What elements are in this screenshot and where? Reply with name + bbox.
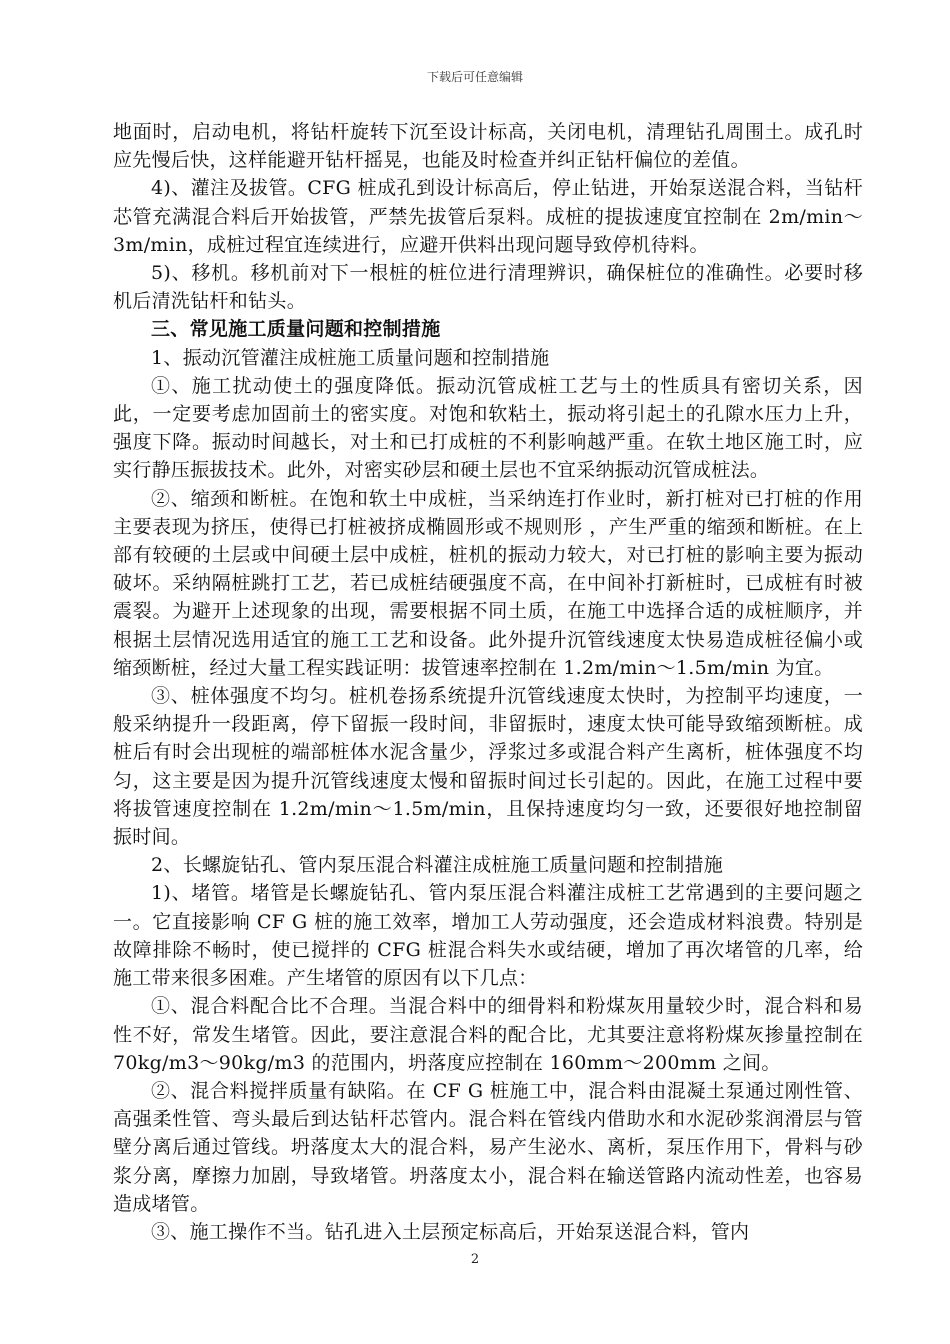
paragraph-8: ①、混合料配合比不合理。当混合料中的细骨料和粉煤灰用量较少时，混合料和易性不好，常发生堵管。因此，要注意混合料的配合比，尤其要注意将粉煤灰掺量控制在 70kg/m3～90kg/m3 的范围内，坍落度应控制在 160mm～200mm 之间。 [113, 995, 863, 1074]
paragraph-1: 地面时，启动电机，将钻杆旋转下沉至设计标高，关闭电机，清理钻孔周围土。成孔时应先慢后快，这样能避开钻杆摇晃，也能及时检查并纠正钻杆偏位的差值。 [113, 121, 863, 172]
section-heading: 三、常见施工质量问题和控制措施 [151, 318, 441, 341]
paragraph-5: ②、缩颈和断桩。在饱和软土中成桩，当采纳连打作业时，新打桩对已打桩的作用主要表现为挤压，使得已打桩被挤成椭圆形或不规则形 ，产生严重的缩颈和断桩。在上部有较硬的土层或中间硬土层中成桩，桩机的振动力较大，对已打桩的影响主要为振动破坏。采纳隔桩跳打工艺，若已成桩结硬强度不高，在中间补打新桩时，已成桩有时被震裂。为避开上述现象的出现，需要根据不同土质，在施工中选择合适的成桩顺序，并根据土层情况选用适宜的施工工艺和设备。此外提升沉管线速度太快易造成桩径偏小或缩颈断桩，经过大量工程实践证明：拔管速率控制在 1.2m/min～1.5m/min 为宜。 [113, 487, 863, 679]
paragraph-6: ③、桩体强度不均匀。桩机卷扬系统提升沉管线速度太快时，为控制平均速度，一般采纳提升一段距离，停下留振一段时间，非留振时，速度太快可能导致缩颈断桩。成桩后有时会出现桩的端部桩体水泥含量少，浮浆过多或混合料产生离析，桩体强度不均匀，这主要是因为提升沉管线速度太慢和留振时间过长引起的。因此，在施工过程中要将拔管速度控制在 1.2m/min～1.5m/min，且保持速度均匀一致，还要很好地控制留振时间。 [113, 685, 863, 849]
subsection-heading-1: 1、振动沉管灌注成桩施工质量问题和控制措施 [151, 346, 550, 369]
page-header: 下载后可任意编辑 [426, 70, 523, 84]
document-body [113, 118, 863, 1246]
paragraph-7: 1)、堵管。堵管是长螺旋钻孔、管内泵压混合料灌注成桩工艺常遇到的主要问题之一。它直接影响 CF G 桩的施工效率，增加工人劳动强度，还会造成材料浪费。特别是故障排除不畅时，使已搅拌的 CFG 桩混合料失水或结硬，增加了再次堵管的几率，给施工带来很多困难。产生堵管的原因有以下几点： [113, 882, 863, 990]
paragraph-3: 5)、移机。移机前对下一根桩的桩位进行清理辨识，确保桩位的准确性。必要时移机后清洗钻杆和钻头。 [113, 262, 863, 313]
page-number: 2 [470, 1252, 480, 1267]
subsection-heading-2: 2、长螺旋钻孔、管内泵压混合料灌注成桩施工质量问题和控制措施 [151, 854, 724, 877]
paragraph-4: ①、施工扰动使土的强度降低。振动沉管成桩工艺与土的性质具有密切关系，因此，一定要考虑加固前土的密实度。对饱和软粘土，振动将引起土的孔隙水压力上升，强度下降。振动时间越长，对土和已打成桩的不利影响越严重。在软土地区施工时，应实行静压振拔技术。此外，对密实砂层和硬土层也不宜采纳振动沉管成桩法。 [113, 374, 863, 482]
paragraph-9: ②、混合料搅拌质量有缺陷。在 CF G 桩施工中，混合料由混凝土泵通过刚性管、高强柔性管、弯头最后到达钻杆芯管内。混合料在管线内借助水和水泥砂浆润滑层与管壁分离后通过管线。坍落度太大的混合料，易产生泌水、离析，泵压作用下，骨料与砂浆分离，摩擦力加剧，导致堵管。坍落度太小，混合料在输送管路内流动性差，也容易造成堵管。 [113, 1079, 863, 1215]
paragraph-2: 4)、灌注及拔管。CFG 桩成孔到设计标高后，停止钻进，开始泵送混合料，当钻杆芯管充满混合料后开始拔管，严禁先拔管后泵料。成桩的提拔速度宜控制在 2m/min～3m/min，成桩过程宜连续进行，应避开供料出现问题导致停机待料。 [113, 177, 863, 256]
paragraph-10: ③、施工操作不当。钻孔进入土层预定标高后，开始泵送混合料，管内 [151, 1220, 750, 1243]
